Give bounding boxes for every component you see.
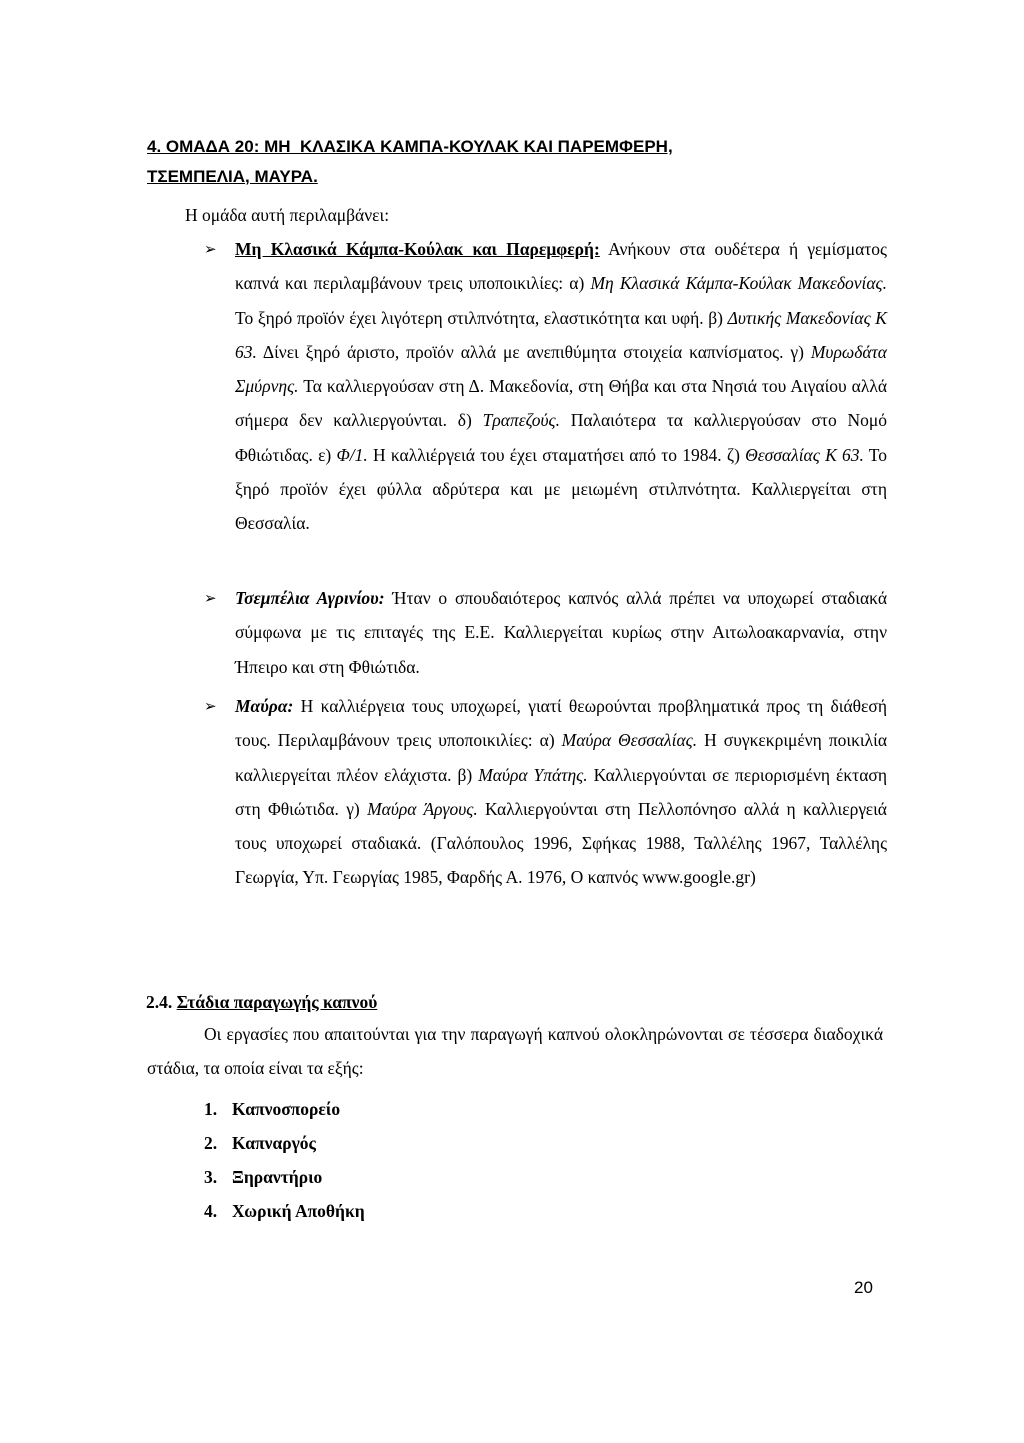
variety-name: Τραπεζούς. [482, 410, 560, 431]
variety-name: Μη Κλασικά Κάμπα-Κούλακ Μακεδονίας. [590, 273, 888, 294]
heading-main: ΚΛΑΣΙΚΑ ΚΑΜΠΑ-ΚΟΥΛΑΚ ΚΑΙ ΠΑΡΕΜΦΕΡΗ, [299, 137, 673, 156]
section-heading [147, 132, 887, 192]
bullet-title: Τσεμπέλια Αγρινίου: [235, 588, 385, 608]
list-item-number: 2. [204, 1133, 218, 1153]
arrow-bullet-icon: ➢ [204, 589, 217, 607]
stages-list [204, 1092, 365, 1228]
bullet-text: Παλαιότερα τα καλλιεργούσαν στο Νομό Φθιώτιδας. ε) [235, 410, 887, 465]
variety-name: Θεσσαλίας Κ 63. [745, 444, 864, 465]
bullet-text: Δίνει ξηρό άριστο, προϊόν αλλά με ανεπιθύμητα στοιχεία καπνίσματος. γ) [256, 341, 811, 362]
list-item-number: 1. [204, 1099, 218, 1119]
list-item-label: Χωρική Αποθήκη [232, 1201, 365, 1221]
variety-name: Μαύρα Άργους. [367, 798, 478, 819]
variety-name: Δυτικής Μακεδονίας Κ 63. [235, 307, 887, 362]
list-item [204, 1126, 365, 1160]
bullet-text: Καλλιεργούνται σε περιορισμένη έκταση στη Φθιώτιδα. γ) [235, 764, 887, 819]
bullet-body [235, 581, 887, 684]
section-paragraph: Οι εργασίες που απαιτούνται για την παραγωγή καπνού ολοκληρώνονται σε τέσσερα διαδοχικά στάδια, τα οποία είναι τα εξής: [147, 1024, 883, 1078]
bullet-body [235, 232, 887, 541]
list-item-number: 3. [204, 1167, 218, 1187]
list-item-number: 4. [204, 1201, 218, 1221]
bullet-body [235, 689, 887, 895]
list-item [204, 1160, 365, 1194]
list-item-label: Καπναργός [232, 1133, 316, 1153]
list-item-label: Ξηραντήριο [232, 1167, 323, 1187]
list-item [204, 1092, 365, 1126]
bullet-text: Το ξηρό προϊόν έχει λιγότερη στιλπνότητα, ελαστικότητα και υφή. β) [235, 307, 728, 328]
bullet-text: Η καλλιέργεια τους υποχωρεί, γιατί θεωρούνται προβληματικά προς τη διάθεσή τους. Περιλαμβάνουν τρεις υποποικιλίες: α) [235, 696, 887, 751]
bullet-text: Καλλιεργούνται στη Πελλοπόνησο αλλά η καλλιεργειά τους υποχωρεί σταδιακά. (Γαλόπουλος 1996, Σφήκας 1988, Ταλλέλης 1967, Ταλλέλης Γεωργία, Υπ. Γεωργίας 1985, Φαρδής Α. 1976, Ο καπνός www.google.gr) [235, 798, 887, 888]
list-item-label: Καπνοσπορείο [232, 1099, 341, 1119]
variety-name: Μαύρα Θεσσαλίας. [561, 730, 698, 751]
variety-name: Φ/1. [336, 444, 368, 465]
intro-text: Η ομάδα αυτή περιλαμβάνει: [185, 205, 390, 225]
list-item [204, 1194, 365, 1228]
section-number: 2.4. [146, 992, 173, 1012]
bullet-text: Ανήκουν στα ουδέτερα ή γεμίσματος καπνά και περιλαμβάνουν τρεις υποποικιλίες: α) [235, 239, 887, 294]
page-number: 20 [854, 1278, 873, 1297]
heading-line2: ΤΣΕΜΠΕΛΙΑ, ΜΑΥΡΑ. [147, 167, 318, 186]
section-title [146, 992, 377, 1013]
section-title-text: Στάδια παραγωγής καπνού [176, 992, 378, 1012]
bullet-text: Το ξηρό προϊόν έχει φύλλα αδρύτερα και με μειωμένη στιλπνότητα. Καλλιεργείται στη Θεσσαλία. [235, 444, 887, 534]
bullet-text: Τα καλλιεργούσαν στη Δ. Μακεδονία, στη Θήβα και στα Νησιά του Αιγαίου αλλά σήμερα δεν καλλιεργούνται. δ) [235, 376, 887, 431]
heading-prefix: 4. ΟΜΑΔΑ 20: ΜΗ [147, 137, 300, 156]
bullet-title: Μη Κλασικά Κάμπα-Κούλακ και Παρεμφερή: [235, 239, 600, 259]
bullet-text: Ήταν ο σπουδαιότερος καπνός αλλά πρέπει να υποχωρεί σταδιακά σύμφωνα με τις επιταγές της Ε.Ε. Καλλιεργείται κυρίως στην Αιτωλοακαρνανία, στην Ήπειρο και στη Φθιώτιδα. [235, 588, 887, 677]
arrow-bullet-icon: ➢ [204, 697, 217, 715]
variety-name: Μυρωδάτα Σμύρνης. [235, 341, 887, 397]
arrow-bullet-icon: ➢ [204, 240, 217, 258]
bullet-text: Η συγκεκριμένη ποικιλία καλλιεργείται πλέον ελάχιστα. β) [235, 730, 888, 785]
bullet-title: Μαύρα: [235, 696, 294, 716]
bullet-text: Η καλλιέργειά του έχει σταματήσει από το 1984. ζ) [367, 444, 746, 465]
variety-name: Μαύρα Υπάτης. [478, 764, 588, 785]
